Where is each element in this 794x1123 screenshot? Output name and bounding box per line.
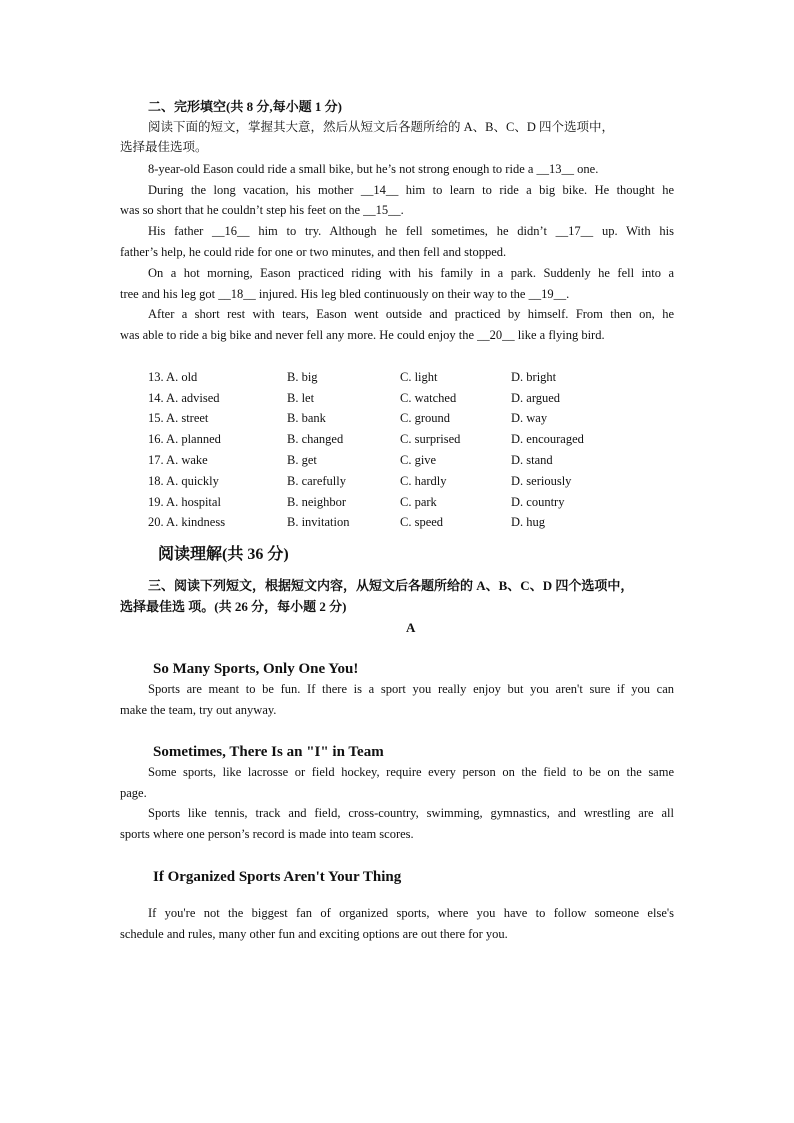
section3-instruction-line2: 选择最佳选 项。(共 26 分，每小题 2 分) [120,599,347,614]
section2-heading: 二、完形填空(共 8 分,每小题 1 分) [148,99,342,114]
paragraph-line: Sports are meant to be fun. If there is a sport you really enjoy but you aren't sure if you can [148,682,674,696]
passage-line: After a short rest with tears, Eason went outside and practiced by himself. From then on, he [148,307,674,321]
option-a: 14. A. advised [148,391,220,405]
passage-line: During the long vacation, his mother __14__ him to learn to ride a big bike. He thought he [148,183,674,197]
option-a: 18. A. quickly [148,474,219,488]
option-c: C. speed [400,515,444,529]
option-d: D. stand [511,453,553,467]
option-b: B. changed [287,432,344,446]
passage-line: father’s help, he could ride for one or two minutes, and then fell and stopped. [120,245,507,259]
option-d: D. way [511,411,548,425]
passage-line: 8-year-old Eason could ride a small bike, but he’s not strong enough to ride a __13__ one. [148,162,599,176]
option-c: C. park [400,495,437,509]
section3-instruction-line1: 三、阅读下列短文，根据短文内容，从短文后各题所给的 A、B、C、D 四个选项中， [148,578,634,593]
option-b: B. carefully [287,474,347,488]
option-a: 15. A. street [148,411,209,425]
option-d: D. country [511,495,565,509]
option-a: 13. A. old [148,370,198,384]
subheading-team: Sometimes, There Is an "I" in Team [153,744,384,760]
option-b: B. let [287,391,315,405]
option-d: D. encouraged [511,432,584,446]
option-d: D. argued [511,391,561,405]
option-c: C. surprised [400,432,461,446]
option-c: C. light [400,370,438,384]
option-b: B. neighbor [287,495,347,509]
option-d: D. bright [511,370,557,384]
section2-instruction-line1: 阅读下面的短文，掌握其大意，然后从短文后各题所给的 A、B、C、D 四个选项中， [148,120,614,134]
option-b: B. bank [287,411,326,425]
paragraph-line: schedule and rules, many other fun and exciting options are out there for you. [120,927,508,941]
option-a: 20. A. kindness [148,515,226,529]
passage-line: tree and his leg got __18__ injured. His leg bled continuously on their way to the __19__. [120,287,570,301]
option-b: B. get [287,453,317,467]
paragraph-line: Some sports, like lacrosse or field hockey, require every person on the field to be on the same [148,765,674,779]
paragraph-line: page. [120,786,147,800]
paragraph-line: make the team, try out anyway. [120,703,277,717]
reading-heading: 阅读理解(共 36 分) [158,546,289,563]
subheading-organized: If Organized Sports Aren't Your Thing [153,869,402,885]
section2-instruction-line2: 选择最佳选项。 [120,140,208,154]
passage-line: was able to ride a big bike and never fell any more. He could enjoy the __20__ like a flying bird. [120,328,605,342]
option-c: C. watched [400,391,457,405]
option-c: C. give [400,453,437,467]
option-c: C. hardly [400,474,447,488]
option-b: B. invitation [287,515,350,529]
passage-line: His father __16__ him to try. Although he fell sometimes, he didn’t __17__ up. With his [148,224,674,238]
passage-line: was so short that he couldn’t step his feet on the __15__. [120,203,404,217]
option-b: B. big [287,370,318,384]
option-c: C. ground [400,411,450,425]
option-a: 19. A. hospital [148,495,221,509]
option-a: 17. A. wake [148,453,208,467]
option-d: D. hug [511,515,546,529]
option-d: D. seriously [511,474,572,488]
paragraph-line: sports where one person’s record is made into team scores. [120,827,414,841]
paragraph-line: Sports like tennis, track and field, cross-country, swimming, gymnastics, and wrestling are all [148,806,674,820]
option-a: 16. A. planned [148,432,221,446]
passage-label: A [406,620,416,635]
subheading-sports: So Many Sports, Only One You! [153,661,359,677]
passage-line: On a hot morning, Eason practiced riding with his family in a park. Suddenly he fell into a [148,266,674,280]
paragraph-line: If you're not the biggest fan of organized sports, where you have to follow someone else's [148,906,674,920]
